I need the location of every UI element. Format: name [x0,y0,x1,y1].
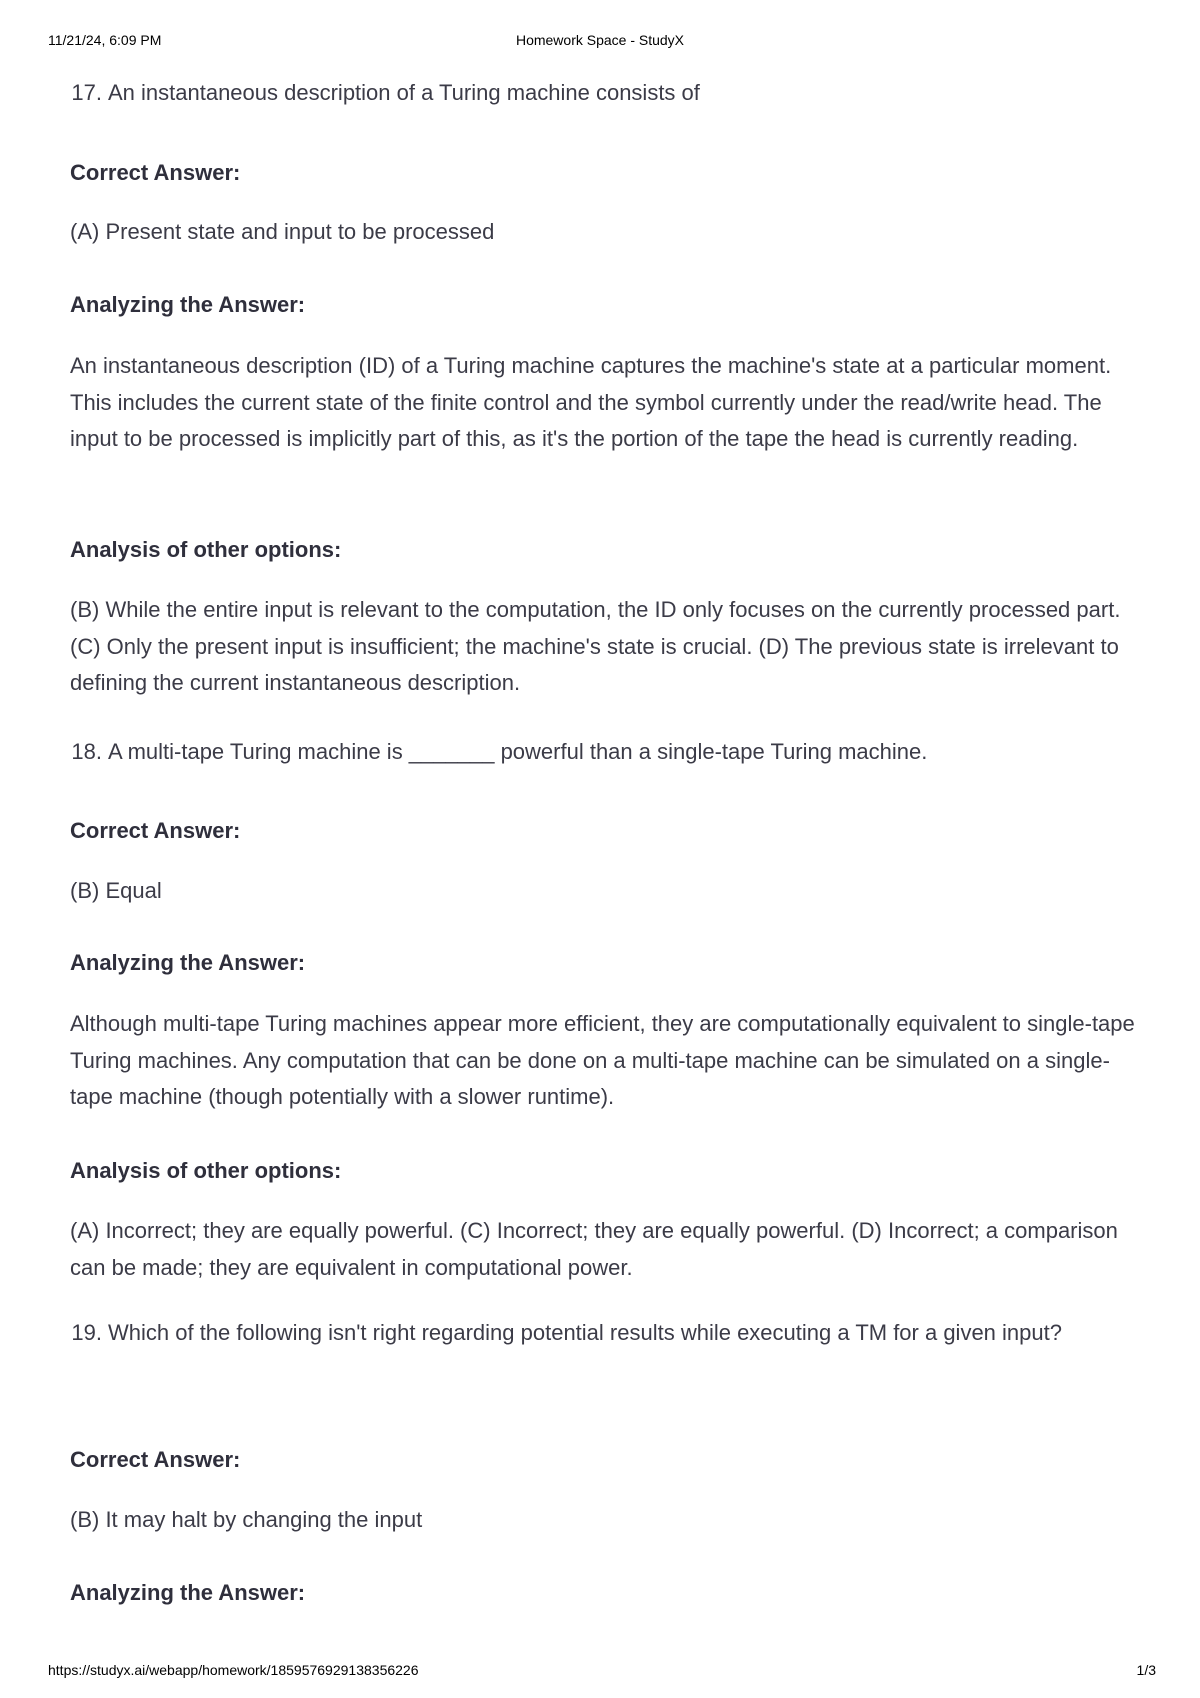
correct-answer-text: (A) Present state and input to be processed [70,219,495,244]
question-number: 18. [71,739,102,764]
correct-answer-text: (B) It may halt by changing the input [70,1507,423,1532]
correct-answer-heading: Correct Answer: [70,1447,241,1472]
correct-answer-heading: Correct Answer: [70,818,241,843]
analysis-other-options-heading: Analysis of other options: [70,537,342,562]
page-url: https://studyx.ai/webapp/homework/1859576929138356226 [48,1662,419,1678]
question-number: 17. [71,80,102,105]
question-18 [64,727,1144,776]
print-datetime: 11/21/24, 6:09 PM [48,32,162,48]
analyzing-answer-heading: Analyzing the Answer: [70,292,306,317]
correct-answer-heading: Correct Answer: [70,160,241,185]
question-17 [64,68,1144,117]
analyzing-answer-text: Although multi-tape Turing machines appear more efficient, they are computationally equivalent to single-tape Turing machines. Any computation that can be done on a multi-tape machine can be simulated on a single-tape machine (though potentially with a slower runtime). [70,1011,1135,1109]
page-number: 1/3 [1136,1662,1156,1678]
question-19 [64,1308,1144,1357]
analysis-other-options-heading: Analysis of other options: [70,1158,342,1183]
analysis-other-options-text: (B) While the entire input is relevant to the computation, the ID only focuses on the currently processed part. (C) Only the present input is insufficient; the machine's state is crucial. (D) The previous state is irrelevant to defining the current instantaneous description. [70,597,1121,695]
analyzing-answer-text: An instantaneous description (ID) of a Turing machine captures the machine's state at a particular moment. This includes the current state of the finite control and the symbol currently under the read/write head. The input to be processed is implicitly part of this, as it's the portion of the tape the head is currently reading. [70,353,1112,451]
analyzing-answer-heading: Analyzing the Answer: [70,1580,306,1605]
question-number: 19. [71,1320,102,1345]
correct-answer-text: (B) Equal [70,878,162,903]
analyzing-answer-heading: Analyzing the Answer: [70,950,306,975]
print-header [0,32,1200,52]
question-text: A multi-tape Turing machine is _______ powerful than a single-tape Turing machine. [108,739,928,764]
question-text: Which of the following isn't right regarding potential results while executing a TM for a given input? [108,1320,1062,1345]
print-page-title: Homework Space - StudyX [515,32,685,48]
analysis-other-options-text: (A) Incorrect; they are equally powerful. (C) Incorrect; they are equally powerful. (D) Incorrect; a comparison can be made; they are equivalent in computational power. [70,1218,1118,1280]
print-footer [0,1662,1200,1682]
question-text: An instantaneous description of a Turing machine consists of [108,80,700,105]
